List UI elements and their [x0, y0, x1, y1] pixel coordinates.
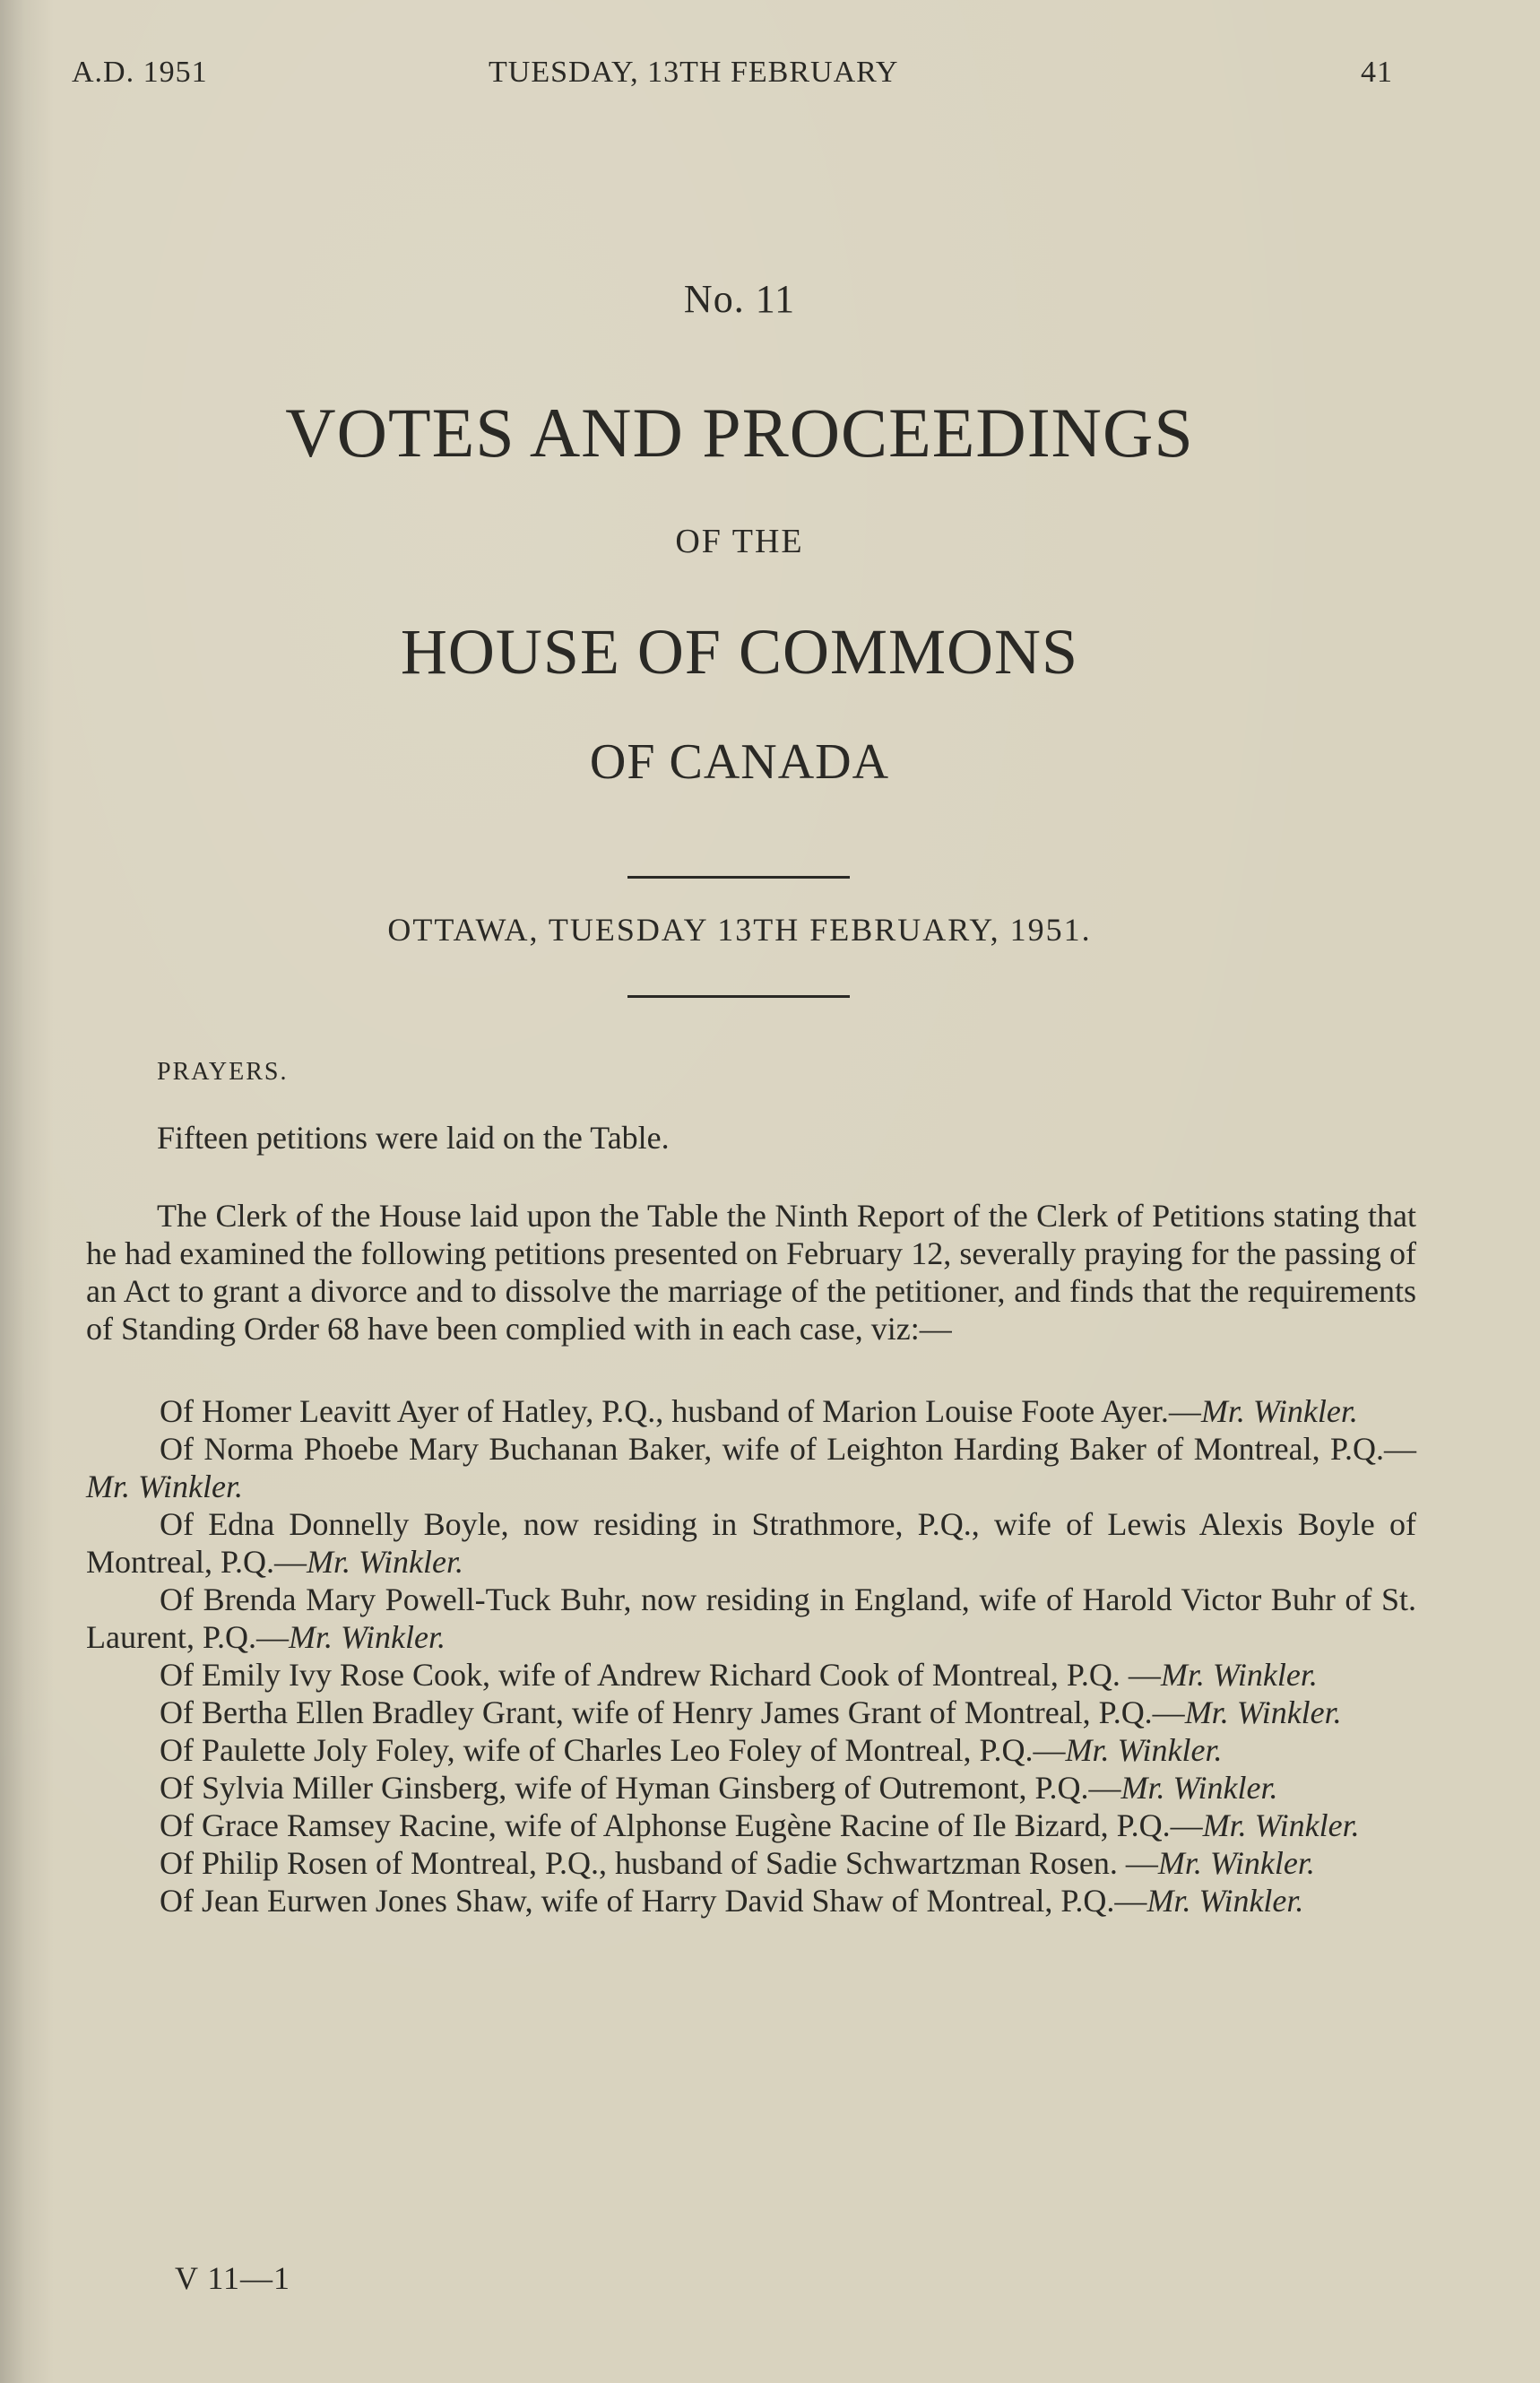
petition-member: Mr. Winkler. [1065, 1732, 1223, 1768]
petition-member: Mr. Winkler. [1157, 1845, 1315, 1881]
petition-text: Of Emily Ivy Rose Cook, wife of Andrew Richard Cook of Montreal, P.Q. — [160, 1657, 1161, 1693]
running-header [0, 56, 1540, 100]
petition-member: Mr. Winkler. [86, 1469, 243, 1504]
petition-entry [86, 1844, 1416, 1882]
issue-number: No. 11 [683, 277, 796, 321]
petition-text: Of Norma Phoebe Mary Buchanan Baker, wife of Leighton Harding Baker of Montreal, P.Q.— [160, 1431, 1416, 1467]
petition-entry [86, 1769, 1416, 1807]
petition-entry [86, 1656, 1416, 1694]
petition-member: Mr. Winkler. [288, 1619, 446, 1655]
petition-text: Of Paulette Joly Foley, wife of Charles Leo Foley of Montreal, P.Q.— [160, 1732, 1066, 1768]
petition-entry [86, 1694, 1416, 1731]
divider-rule-bottom [627, 995, 850, 998]
petition-entry [86, 1807, 1416, 1844]
petition-entry [86, 1430, 1416, 1505]
petition-member: Mr. Winkler. [1146, 1883, 1304, 1919]
petition-text: Of Sylvia Miller Ginsberg, wife of Hyman Ginsberg of Outremont, P.Q.— [160, 1770, 1121, 1806]
petition-member: Mr. Winkler. [1200, 1393, 1358, 1429]
dateline: OTTAWA, TUESDAY 13TH FEBRUARY, 1951. [387, 912, 1092, 948]
petition-text: Of Edna Donnelly Boyle, now residing in Strathmore, P.Q., wife of Lewis Alexis Boyle of Montreal, P.Q.— [86, 1506, 1416, 1580]
petition-list [86, 1392, 1416, 1919]
section-prayers: PRAYERS. [157, 1058, 289, 1086]
petition-text: Of Jean Eurwen Jones Shaw, wife of Harry David Shaw of Montreal, P.Q.— [160, 1883, 1147, 1919]
title-house-of-commons: HOUSE OF COMMONS [400, 616, 1079, 688]
petition-text: Of Grace Ramsey Racine, wife of Alphonse Eugène Racine of Ile Bizard, P.Q.— [160, 1807, 1203, 1843]
petition-member: Mr. Winkler. [1120, 1770, 1278, 1806]
petition-member: Mr. Winkler. [307, 1544, 463, 1580]
petitions-laid-statement: Fifteen petitions were laid on the Table. [157, 1120, 670, 1156]
title-of-the: OF THE [675, 523, 804, 560]
petition-entry [86, 1505, 1416, 1581]
petition-member: Mr. Winkler. [1184, 1694, 1342, 1730]
header-date: TUESDAY, 13TH FEBRUARY [489, 56, 899, 89]
title-of-canada: OF CANADA [589, 734, 890, 790]
petition-text: Of Homer Leavitt Ayer of Hatley, P.Q., husband of Marion Louise Foote Ayer.— [160, 1393, 1201, 1429]
petition-entry [86, 1882, 1416, 1919]
petition-member: Mr. Winkler. [1202, 1807, 1360, 1843]
page-number: 41 [1361, 56, 1393, 89]
clerk-report-paragraph: The Clerk of the House laid upon the Table the Ninth Report of the Clerk of Petitions stating that he had examined the following petitions presented on February 12, severally praying for the passing of an Act to grant a divorce and to dissolve the marriage of the petitioner, and finds that the requirements of Standing Order 68 have been complied with in each case, viz:— [86, 1198, 1416, 1347]
petition-text: Of Bertha Ellen Bradley Grant, wife of Henry James Grant of Montreal, P.Q.— [160, 1694, 1185, 1730]
petition-entry [86, 1392, 1416, 1430]
divider-rule-top [627, 876, 850, 879]
petition-entry [86, 1731, 1416, 1769]
signature-code: V 11—1 [175, 2260, 291, 2296]
petition-entry [86, 1581, 1416, 1656]
petition-member: Mr. Winkler. [1160, 1657, 1318, 1693]
petition-text: Of Philip Rosen of Montreal, P.Q., husband of Sadie Schwartzman Rosen. — [160, 1845, 1158, 1881]
petition-text: Of Brenda Mary Powell-Tuck Buhr, now residing in England, wife of Harold Victor Buhr of St. Laurent, P.Q.— [86, 1581, 1416, 1655]
title-votes-and-proceedings: VOTES AND PROCEEDINGS [285, 394, 1194, 472]
header-year: A.D. 1951 [72, 56, 208, 89]
